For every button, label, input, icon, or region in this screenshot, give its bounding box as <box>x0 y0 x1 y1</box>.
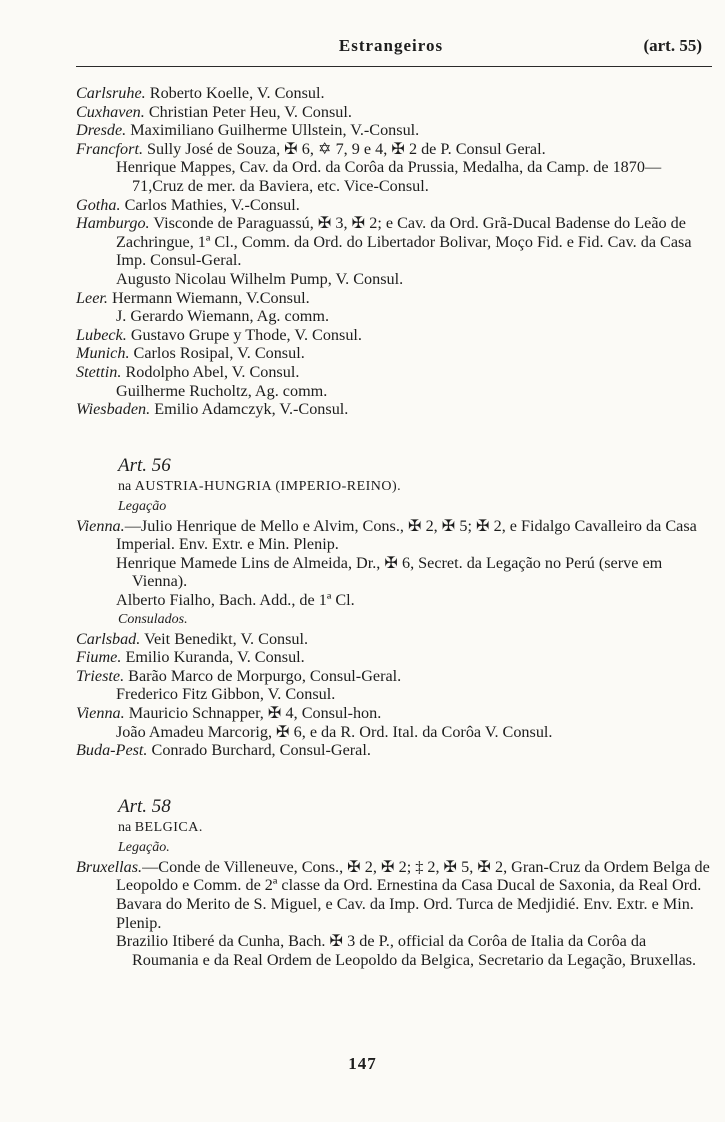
entry-text: Frederico Fitz Gibbon, V. Consul. <box>116 685 336 704</box>
entry-text: Emilio Kuranda, V. Consul. <box>121 648 305 667</box>
directory-entry <box>76 554 712 591</box>
entry-text: Barão Marco de Morpurgo, Consul-Geral. <box>124 666 402 685</box>
directory-entry <box>76 648 712 667</box>
directory-entry <box>76 741 712 760</box>
entry-text: Mauricio Schnapper, ✠ 4, Consul-hon. <box>124 704 382 723</box>
directory-entry <box>76 363 712 382</box>
city-name: Gotha. <box>76 195 121 214</box>
legacao-label: Legação <box>118 498 167 514</box>
entry-text: J. Gerardo Wiemann, Ag. comm. <box>116 307 330 326</box>
city-name: Francfort. <box>76 139 143 158</box>
entry-text: Henrique Mamede Lins de Almeida, Dr., ✠ 6, Secret. da Legação no Perú (serve em Vienna). <box>116 553 663 591</box>
directory-entry <box>76 196 712 215</box>
city-name: Trieste. <box>76 666 125 685</box>
directory-entry <box>76 140 712 159</box>
page-number: 147 <box>348 1054 377 1073</box>
city-name: Vienna. <box>76 704 125 723</box>
directory-entry <box>76 685 712 704</box>
germany-consulates <box>76 84 712 419</box>
section-58-heading: Art. 58 <box>118 795 171 817</box>
entry-text: Augusto Nicolau Wilhelm Pump, V. Consul. <box>116 269 404 288</box>
directory-entry <box>76 517 712 554</box>
directory-entry <box>76 723 712 742</box>
city-name: Bruxellas. <box>76 857 143 876</box>
section-56-heading: Art. 56 <box>118 454 171 476</box>
entry-text: Hermann Wiemann, V.Consul. <box>107 288 310 307</box>
directory-entry <box>76 289 712 308</box>
entry-text: —Conde de Villeneuve, Cons., ✠ 2, ✠ 2; ‡ 2, ✠ 5, ✠ 2, Gran-Cruz da Ordem Belga de Leopoldo e Comm. de 2ª classe da Ord. Ernestina da Casa Ducal de Saxonia, da Real Ord. Bavara do Merito de S. Miguel, e Cav. da Imp. Ord. Turca de Medjidié. Env. Extr. e Min. Plenip. <box>116 857 710 932</box>
city-name: Dresde. <box>76 121 127 140</box>
city-name: Carlsruhe. <box>76 84 146 102</box>
country-name: AUSTRIA-HUNGRIA <box>134 478 272 494</box>
entry-text: Christian Peter Heu, V. Consul. <box>144 102 352 121</box>
directory-entry <box>76 121 712 140</box>
page-content <box>76 84 712 969</box>
entry-text: —Julio Henrique de Mello e Alvim, Cons., ✠ 2, ✠ 5; ✠ 2, e Fidalgo Cavalleiro da Casa Imperial. Env. Extr. e Min. Plenip. <box>116 516 697 554</box>
header-rule <box>76 66 712 67</box>
section-56-subheading: na AUSTRIA-HUNGRIA (IMPERIO-REINO). <box>118 478 402 494</box>
directory-entry <box>76 307 712 326</box>
legacao-label: Legação. <box>118 839 170 855</box>
belgium-legation <box>76 858 712 970</box>
city-name: Leer. <box>76 288 108 307</box>
entry-text: Veit Benedikt, V. Consul. <box>140 629 309 648</box>
city-name: Carlsbad. <box>76 629 141 648</box>
entry-text: Guilherme Rucholtz, Ag. comm. <box>116 381 328 400</box>
directory-entry <box>76 158 712 195</box>
directory-entry <box>76 326 712 345</box>
directory-entry <box>76 344 712 363</box>
entry-text: Alberto Fialho, Bach. Add., de 1ª Cl. <box>116 591 355 610</box>
consulados-label: Consulados. <box>118 611 188 627</box>
directory-entry <box>76 214 712 270</box>
directory-entry <box>76 84 712 103</box>
entry-text: Roberto Koelle, V. Consul. <box>145 84 325 102</box>
city-name: Buda-Pest. <box>76 741 148 760</box>
directory-entry <box>76 103 712 122</box>
directory-entry <box>76 858 712 932</box>
entry-text: Maximiliano Guilherme Ullstein, V.-Consul. <box>126 121 420 140</box>
entry-text: Carlos Mathies, V.-Consul. <box>120 195 300 214</box>
directory-entry <box>76 591 712 610</box>
entry-text: Conrado Burchard, Consul-Geral. <box>147 741 371 760</box>
directory-entry <box>76 400 712 419</box>
entry-text: Henrique Mappes, Cav. da Ord. da Corôa da Prussia, Medalha, da Camp. de 1870—71,Cruz de mer. da Baviera, etc. Vice-Consul. <box>116 158 662 195</box>
city-name: Lubeck. <box>76 325 127 344</box>
austria-legation <box>76 517 712 610</box>
country-name: BELGICA. <box>134 819 203 835</box>
directory-entry <box>76 667 712 686</box>
directory-entry <box>76 932 712 969</box>
entry-text: Sully José de Souza, ✠ 6, ✡ 7, 9 e 4, ✠ 2 de P. Consul Geral. <box>143 139 546 158</box>
page-header <box>76 36 706 60</box>
directory-entry <box>76 270 712 289</box>
article-reference: (art. 55) <box>643 36 702 55</box>
directory-entry <box>76 382 712 401</box>
entry-text: Emilio Adamczyk, V.-Consul. <box>150 400 349 419</box>
entry-text: João Amadeu Marcorig, ✠ 6, e da R. Ord. Ital. da Corôa V. Consul. <box>116 722 553 741</box>
running-title: Estrangeiros <box>338 36 444 55</box>
city-name: Vienna. <box>76 516 125 535</box>
austria-consulates <box>76 630 712 760</box>
entry-text: Brazilio Itiberé da Cunha, Bach. ✠ 3 de P., official da Corôa de Italia da Corôa da Roumania e da Real Ordem de Leopoldo da Belgica, Secretario da Legação, Bruxellas. <box>116 932 697 969</box>
entry-text: Carlos Rosipal, V. Consul. <box>129 344 305 363</box>
city-name: Stettin. <box>76 362 122 381</box>
city-name: Hamburgo. <box>76 214 150 233</box>
entry-text: Rodolpho Abel, V. Consul. <box>121 362 300 381</box>
city-name: Cuxhaven. <box>76 102 145 121</box>
entry-text: Visconde de Paraguassú, ✠ 3, ✠ 2; e Cav. da Ord. Grã-Ducal Badense do Leão de Zachringue, 1ª Cl., Comm. da Ord. do Libertador Bolivar, Moço Fid. e Fid. Cav. da Casa Imp. Consul-Geral. <box>116 214 692 270</box>
city-name: Wiesbaden. <box>76 400 151 419</box>
city-name: Fiume. <box>76 648 122 667</box>
directory-entry <box>76 704 712 723</box>
entry-text: Gustavo Grupe y Thode, V. Consul. <box>126 325 362 344</box>
city-name: Munich. <box>76 344 130 363</box>
section-58-subheading: na BELGICA. <box>118 819 203 835</box>
directory-entry <box>76 630 712 649</box>
